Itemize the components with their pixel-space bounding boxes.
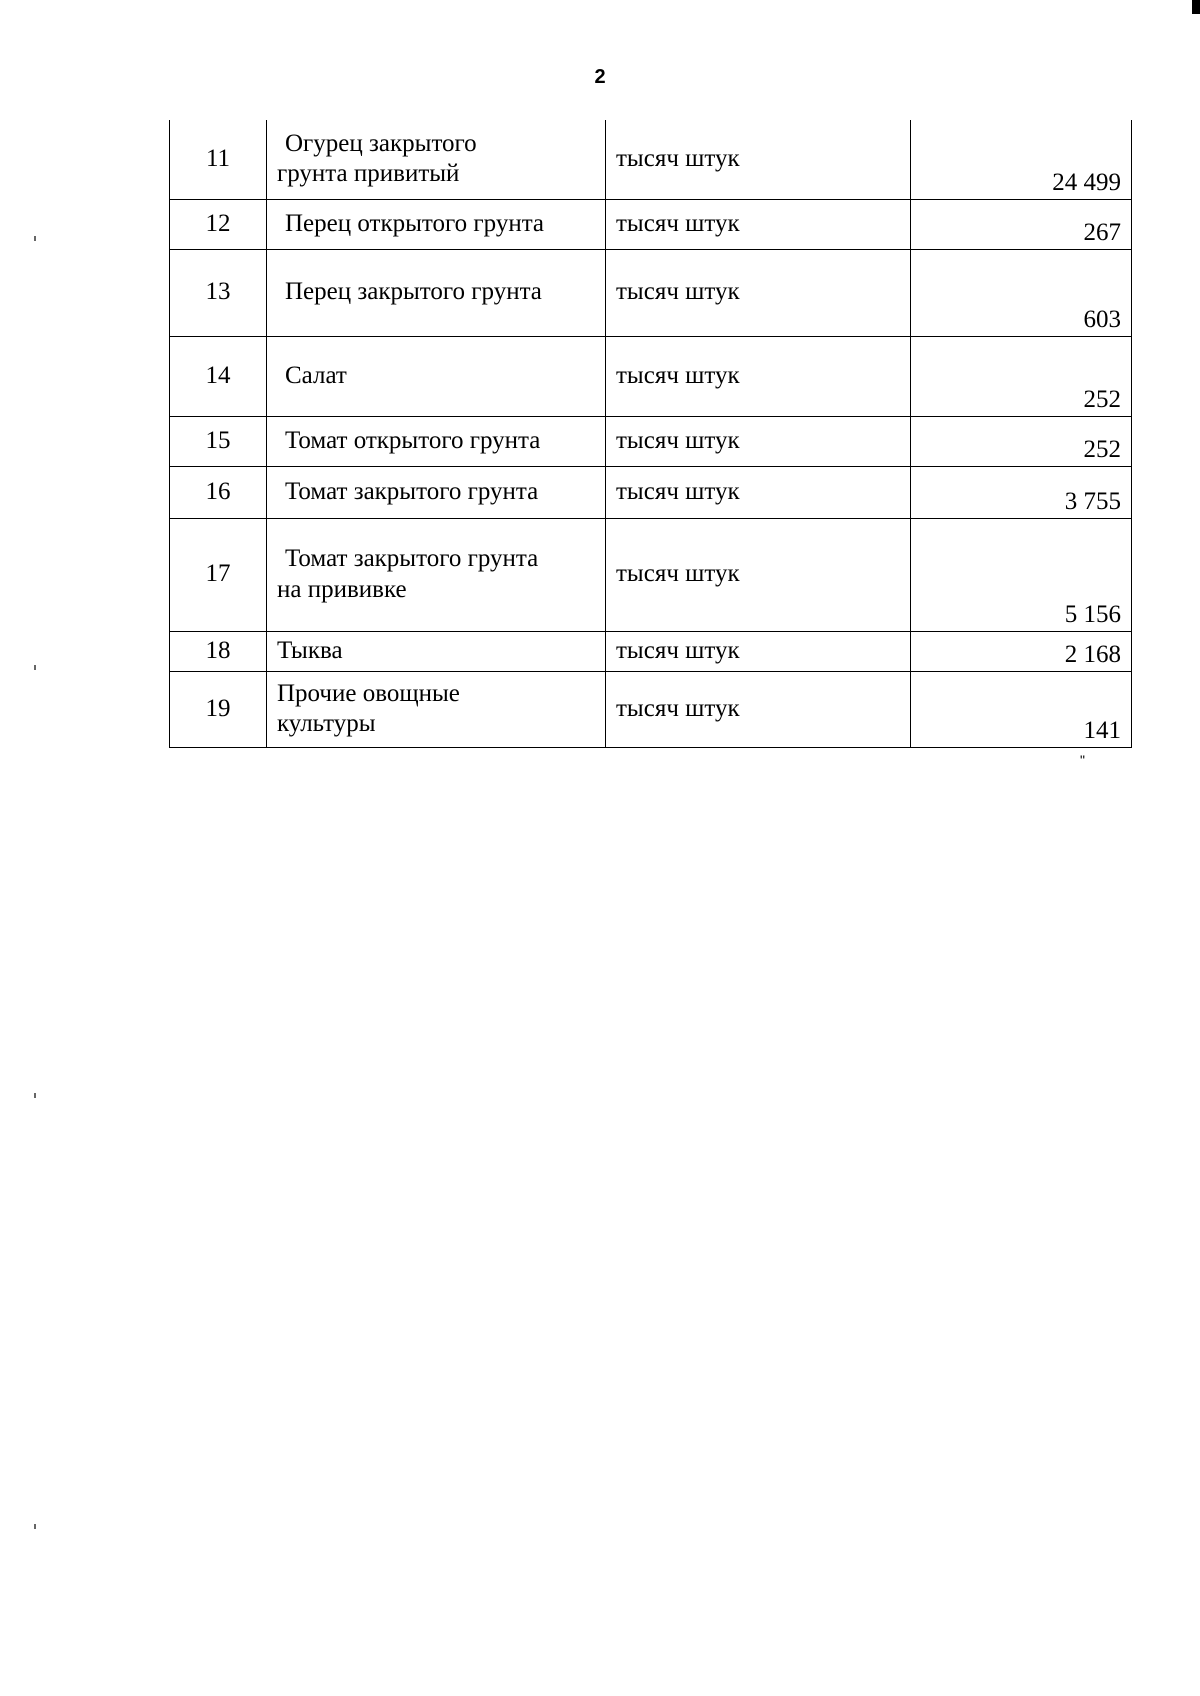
- crop-name-line: Прочие овощные: [277, 679, 460, 707]
- value-cell: 603: [911, 249, 1132, 336]
- row-number: 16: [170, 466, 267, 518]
- table-row: [170, 249, 1132, 336]
- scan-speck: [34, 236, 36, 241]
- value-cell: 5 156: [911, 518, 1132, 631]
- row-number: 12: [170, 199, 267, 249]
- crop-name: [267, 120, 606, 199]
- row-number: 13: [170, 249, 267, 336]
- crop-name: [267, 518, 606, 631]
- crop-name-line: культуры: [277, 710, 376, 737]
- row-number: 14: [170, 336, 267, 416]
- unit-cell: тысяч штук: [606, 199, 911, 249]
- vegetable-table: [169, 120, 1132, 748]
- row-number: 17: [170, 518, 267, 631]
- crop-name-line: Томат закрытого грунта: [285, 545, 539, 572]
- table-row: [170, 199, 1132, 249]
- crop-name-line: Томат открытого грунта: [285, 426, 541, 454]
- scan-speck: [34, 665, 36, 670]
- crop-name-line: Перец закрытого грунта: [285, 278, 542, 306]
- row-number: 11: [170, 120, 267, 199]
- table-row: [170, 336, 1132, 416]
- value-cell: 2 168: [911, 631, 1132, 671]
- unit-cell: тысяч штук: [606, 416, 911, 466]
- crop-name-line: на прививке: [277, 575, 407, 603]
- value-cell: 24 499: [911, 120, 1132, 199]
- crop-name: [267, 671, 606, 747]
- value-cell: 252: [911, 416, 1132, 466]
- unit-cell: тысяч штук: [606, 249, 911, 336]
- crop-name-line: Перец открытого грунта: [285, 209, 545, 237]
- crop-name: [267, 416, 606, 466]
- value-cell: 3 755: [911, 466, 1132, 518]
- closing-quote-mark: ": [1080, 752, 1085, 768]
- value-cell: 252: [911, 336, 1132, 416]
- unit-cell: тысяч штук: [606, 631, 911, 671]
- table-row: [170, 518, 1132, 631]
- scan-speck: [34, 1093, 36, 1098]
- row-number: 19: [170, 671, 267, 747]
- unit-cell: тысяч штук: [606, 120, 911, 199]
- scan-corner-mark: [1192, 0, 1200, 14]
- crop-name: [267, 466, 606, 518]
- crop-name: [267, 199, 606, 249]
- crop-name-line: Тыква: [277, 636, 343, 664]
- crop-name: [267, 336, 606, 416]
- table-row: [170, 120, 1132, 199]
- scan-speck: [34, 1524, 36, 1529]
- crop-name-line: Томат закрытого грунта: [285, 477, 539, 505]
- unit-cell: тысяч штук: [606, 336, 911, 416]
- table-row: [170, 631, 1132, 671]
- crop-name: [267, 631, 606, 671]
- table-row: [170, 466, 1132, 518]
- crop-name: [267, 249, 606, 336]
- unit-cell: тысяч штук: [606, 671, 911, 747]
- unit-cell: тысяч штук: [606, 518, 911, 631]
- value-cell: 267: [911, 199, 1132, 249]
- page-number: 2: [594, 66, 606, 88]
- table-row: [170, 416, 1132, 466]
- unit-cell: тысяч штук: [606, 466, 911, 518]
- table-row: [170, 671, 1132, 747]
- row-number: 18: [170, 631, 267, 671]
- crop-name-line: Салат: [285, 361, 347, 389]
- row-number: 15: [170, 416, 267, 466]
- value-cell: 141: [911, 671, 1132, 747]
- crop-name-line: Огурец закрытого: [285, 129, 477, 157]
- crop-name-line: грунта привитый: [277, 160, 460, 188]
